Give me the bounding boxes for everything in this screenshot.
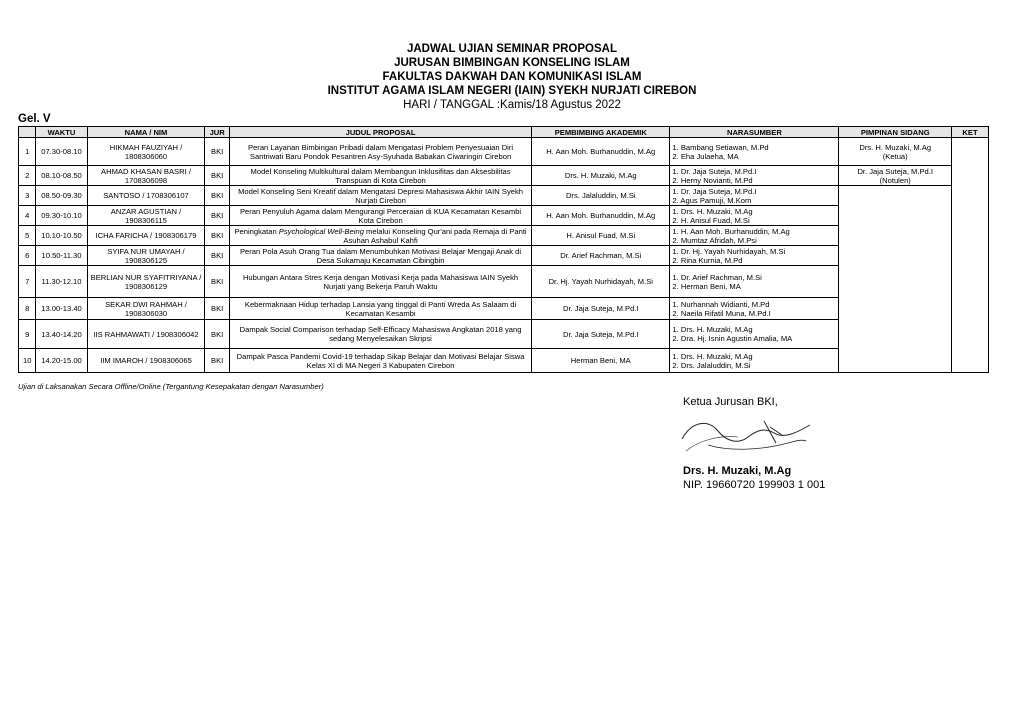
cell-waktu: 08.10-08.50 (36, 166, 87, 186)
cell-judul: Peran Layanan Bimbingan Pribadi dalam Mengatasi Problem Penyesuaian Diri Santriwati Baru Pondok Pesantren Asy-Syuhada Babakan Ciwaringin Cirebon (229, 138, 531, 166)
cell-nama: AHMAD KHASAN BASRI / 1708306098 (87, 166, 205, 186)
cell-ket (952, 138, 989, 373)
cell-jur: BKI (205, 266, 230, 298)
table-header-row (19, 127, 989, 138)
document-header (0, 42, 1024, 112)
cell-nama: IIM IMAROH / 1908306065 (87, 349, 205, 373)
handwritten-signature (678, 411, 818, 461)
col-header-no (19, 127, 36, 138)
cell-judul: Model Konseling Multikultural dalam Membangun Inklusifitas dan Aksesbilitas Transpuan di Kota Cirebon (229, 166, 531, 186)
cell-judul: Hubungan Antara Stres Kerja dengan Motivasi Kerja pada Mahasiswa IAIN Syekh Nurjati yang Bekerja Paruh Waktu (229, 266, 531, 298)
cell-no: 4 (19, 206, 36, 226)
col-header-waktu: WAKTU (36, 127, 87, 138)
pimpinan-notulen-name: Dr. Jaja Suteja, M.Pd.I (857, 166, 933, 176)
cell-pembimbing: Dr. Jaja Suteja, M.Pd.I (532, 298, 670, 320)
cell-waktu: 10.10-10.50 (36, 226, 87, 246)
narasumber-2: 2. Drs. Jalaluddin, M.Si (672, 360, 751, 370)
narasumber-1: 1. Drs. H. Muzaki, M.Ag (672, 325, 753, 334)
cell-pembimbing: Drs. Jalaluddin, M.Si (532, 186, 670, 206)
judul-post: melalui Konseling Qur'ani pada Remaja di Panti Asuhan Ashabul Kahfi (343, 226, 527, 245)
header-department: JURUSAN BIMBINGAN KONSELING ISLAM (394, 57, 630, 69)
narasumber-1: 1. Bambang Setiawan, M.Pd (672, 142, 769, 152)
cell-narasumber (670, 226, 839, 246)
table-row (19, 138, 989, 166)
cell-nama: BERLIAN NUR SYAFITRIYANA / 1908306129 (87, 266, 205, 298)
cell-narasumber (670, 320, 839, 349)
cell-pembimbing: Herman Beni, MA (532, 349, 670, 373)
pimpinan-ketua-role: (Ketua) (882, 151, 908, 161)
cell-narasumber (670, 246, 839, 266)
cell-judul: Dampak Pasca Pandemi Covid-19 terhadap Sikap Belajar dan Motivasi Belajar Siswa Kelas XI di MA Negeri 3 Kabupaten Cirebon (229, 349, 531, 373)
narasumber-1: 1. Dr. Jaja Suteja, M.Pd.I (672, 186, 757, 196)
cell-waktu: 13.00-13.40 (36, 298, 87, 320)
cell-jur: BKI (205, 320, 230, 349)
cell-judul: Kebermaknaan Hidup terhadap Lansia yang tinggal di Panti Wreda As Salaam di Kecamatan Kesambi (229, 298, 531, 320)
cell-judul: Peran Penyuluh Agama dalam Mengurangi Perceraian di KUA Kecamatan Kesambi Kota Cirebon (229, 206, 531, 226)
cell-narasumber (670, 206, 839, 226)
narasumber-1: 1. Nurhannah Widianti, M.Pd (672, 299, 770, 309)
cell-pimpinan-notulen (839, 166, 952, 186)
signature-block (683, 395, 825, 492)
cell-waktu: 07.30-08.10 (36, 138, 87, 166)
narasumber-1: 1. Dr. Jaja Suteja, M.Pd.I (672, 166, 757, 176)
schedule-table (18, 126, 989, 373)
cell-pembimbing: H. Aan Moh. Burhanuddin, M.Ag (532, 206, 670, 226)
table-row (19, 186, 989, 206)
col-header-ket: KET (952, 127, 989, 138)
cell-waktu: 11.30-12.10 (36, 266, 87, 298)
cell-no: 1 (19, 138, 36, 166)
col-header-jur: JUR (205, 127, 230, 138)
cell-narasumber (670, 349, 839, 373)
cell-jur: BKI (205, 166, 230, 186)
judul-pre: Peningkatan (234, 226, 279, 236)
cell-no: 9 (19, 320, 36, 349)
table-row (19, 166, 989, 186)
cell-no: 2 (19, 166, 36, 186)
narasumber-2: 2. Rina Kurnia, M.Pd (672, 255, 743, 265)
narasumber-2: 2. H. Anisul Fuad, M.Si (672, 215, 750, 225)
cell-no: 5 (19, 226, 36, 246)
cell-waktu: 10.50-11.30 (36, 246, 87, 266)
cell-judul: Dampak Social Comparison terhadap Self-Efficacy Mahasiswa Angkatan 2018 yang sedang Menyelesaikan Skripsi (229, 320, 531, 349)
cell-judul: Peran Pola Asuh Orang Tua dalam Menumbuhkan Motivasi Belajar Mengaji Anak di Desa Sukamaju Kecamatan Cibingbin (229, 246, 531, 266)
cell-jur: BKI (205, 246, 230, 266)
exam-note: Ujian di Laksanakan Secara Offline/Online (Tergantung Kesepakatan dengan Narasumber) (18, 382, 324, 391)
cell-nama: HIKMAH FAUZIYAH / 1808306060 (87, 138, 205, 166)
pimpinan-ketua-name: Drs. H. Muzaki, M.Ag (859, 142, 932, 152)
gel-label: Gel. V (18, 113, 51, 125)
cell-narasumber (670, 186, 839, 206)
cell-waktu: 09.30-10.10 (36, 206, 87, 226)
cell-pembimbing: H. Anisul Fuad, M.Si (532, 226, 670, 246)
cell-jur: BKI (205, 298, 230, 320)
cell-jur: BKI (205, 226, 230, 246)
cell-pimpinan-empty (839, 186, 952, 373)
narasumber-2: 2. Herny Novianti, M.Pd (672, 175, 753, 185)
header-title: JADWAL UJIAN SEMINAR PROPOSAL (406, 43, 617, 55)
narasumber-1: 1. H. Aan Moh. Burhanuddin, M.Ag (672, 226, 790, 236)
narasumber-2: 2. Mumtaz Afridah, M.Psi (672, 235, 757, 245)
header-institute: INSTITUT AGAMA ISLAM NEGERI (IAIN) SYEKH NURJATI CIREBON (327, 85, 697, 97)
cell-nama: SEKAR DWI RAHMAH / 1908306030 (87, 298, 205, 320)
cell-nama: ANZAR AGUSTIAN / 1908306115 (87, 206, 205, 226)
cell-jur: BKI (205, 349, 230, 373)
cell-nama: IIS RAHMAWATI / 1908306042 (87, 320, 205, 349)
narasumber-1: 1. Drs. H. Muzaki, M.Ag (672, 206, 753, 216)
narasumber-2: 2. Dra. Hj. Isnin Agustin Amalia, MA (672, 334, 793, 343)
cell-no: 7 (19, 266, 36, 298)
cell-jur: BKI (205, 206, 230, 226)
cell-waktu: 14.20-15.00 (36, 349, 87, 373)
col-header-nama: NAMA / NIM (87, 127, 205, 138)
cell-nama: ICHA FARICHA / 1908306179 (87, 226, 205, 246)
cell-narasumber (670, 166, 839, 186)
narasumber-2: 2. Naeila Rifatil Muna, M.Pd.I (672, 308, 771, 318)
header-faculty: FAKULTAS DAKWAH DAN KOMUNIKASI ISLAM (382, 71, 642, 83)
col-header-pimpinan: PIMPINAN SIDANG (839, 127, 952, 138)
cell-nama: SYIFA NUR UMAYAH / 1908306125 (87, 246, 205, 266)
cell-jur: BKI (205, 186, 230, 206)
cell-pembimbing: Dr. Arief Rachman, M.Si (532, 246, 670, 266)
cell-pembimbing: H. Aan Moh. Burhanuddin, M.Ag (532, 138, 670, 166)
cell-narasumber (670, 266, 839, 298)
cell-pembimbing: Dr. Hj. Yayah Nurhidayah, M.Si (532, 266, 670, 298)
cell-pimpinan-ketua (839, 138, 952, 166)
cell-narasumber (670, 138, 839, 166)
cell-jur: BKI (205, 138, 230, 166)
header-date: HARI / TANGGAL :Kamis/18 Agustus 2022 (403, 99, 621, 111)
cell-pembimbing: Drs. H. Muzaki, M.Ag (532, 166, 670, 186)
narasumber-2: 2. Eha Julaeha, MA (672, 151, 739, 161)
col-header-pembimbing: PEMBIMBING AKADEMIK (532, 127, 670, 138)
narasumber-2: 2. Agus Pamuji, M.Kom (672, 195, 752, 205)
col-header-judul: JUDUL PROPOSAL (229, 127, 531, 138)
pimpinan-notulen-role: (Notulen) (879, 175, 911, 185)
cell-pembimbing: Dr. Jaja Suteja, M.Pd.I (532, 320, 670, 349)
cell-no: 8 (19, 298, 36, 320)
narasumber-1: 1. Dr. Hj. Yayah Nurhidayah, M.Si (672, 246, 786, 256)
cell-waktu: 08.50-09.30 (36, 186, 87, 206)
col-header-narasumber: NARASUMBER (670, 127, 839, 138)
cell-narasumber (670, 298, 839, 320)
narasumber-1: 1. Dr. Arief Rachman, M.Si (672, 272, 762, 282)
cell-nama: SANTOSO / 1708306107 (87, 186, 205, 206)
cell-waktu: 13.40-14.20 (36, 320, 87, 349)
narasumber-1: 1. Drs. H. Muzaki, M.Ag (672, 351, 753, 361)
signature-title: Ketua Jurusan BKI, (683, 396, 778, 408)
cell-no: 10 (19, 349, 36, 373)
narasumber-2: 2. Herman Beni, MA (672, 281, 741, 291)
cell-judul: Model Konseling Seni Kreatif dalam Mengatasi Depresi Mahasiswa Akhir IAIN Syekh Nurjati Cirebon (229, 186, 531, 206)
signature-name: Drs. H. Muzaki, M.Ag (683, 465, 792, 477)
judul-emphasis: Psychological Well-Being (278, 226, 364, 236)
cell-no: 6 (19, 246, 36, 266)
cell-judul (229, 226, 531, 246)
signature-nip: NIP. 19660720 199903 1 001 (683, 479, 826, 491)
cell-no: 3 (19, 186, 36, 206)
